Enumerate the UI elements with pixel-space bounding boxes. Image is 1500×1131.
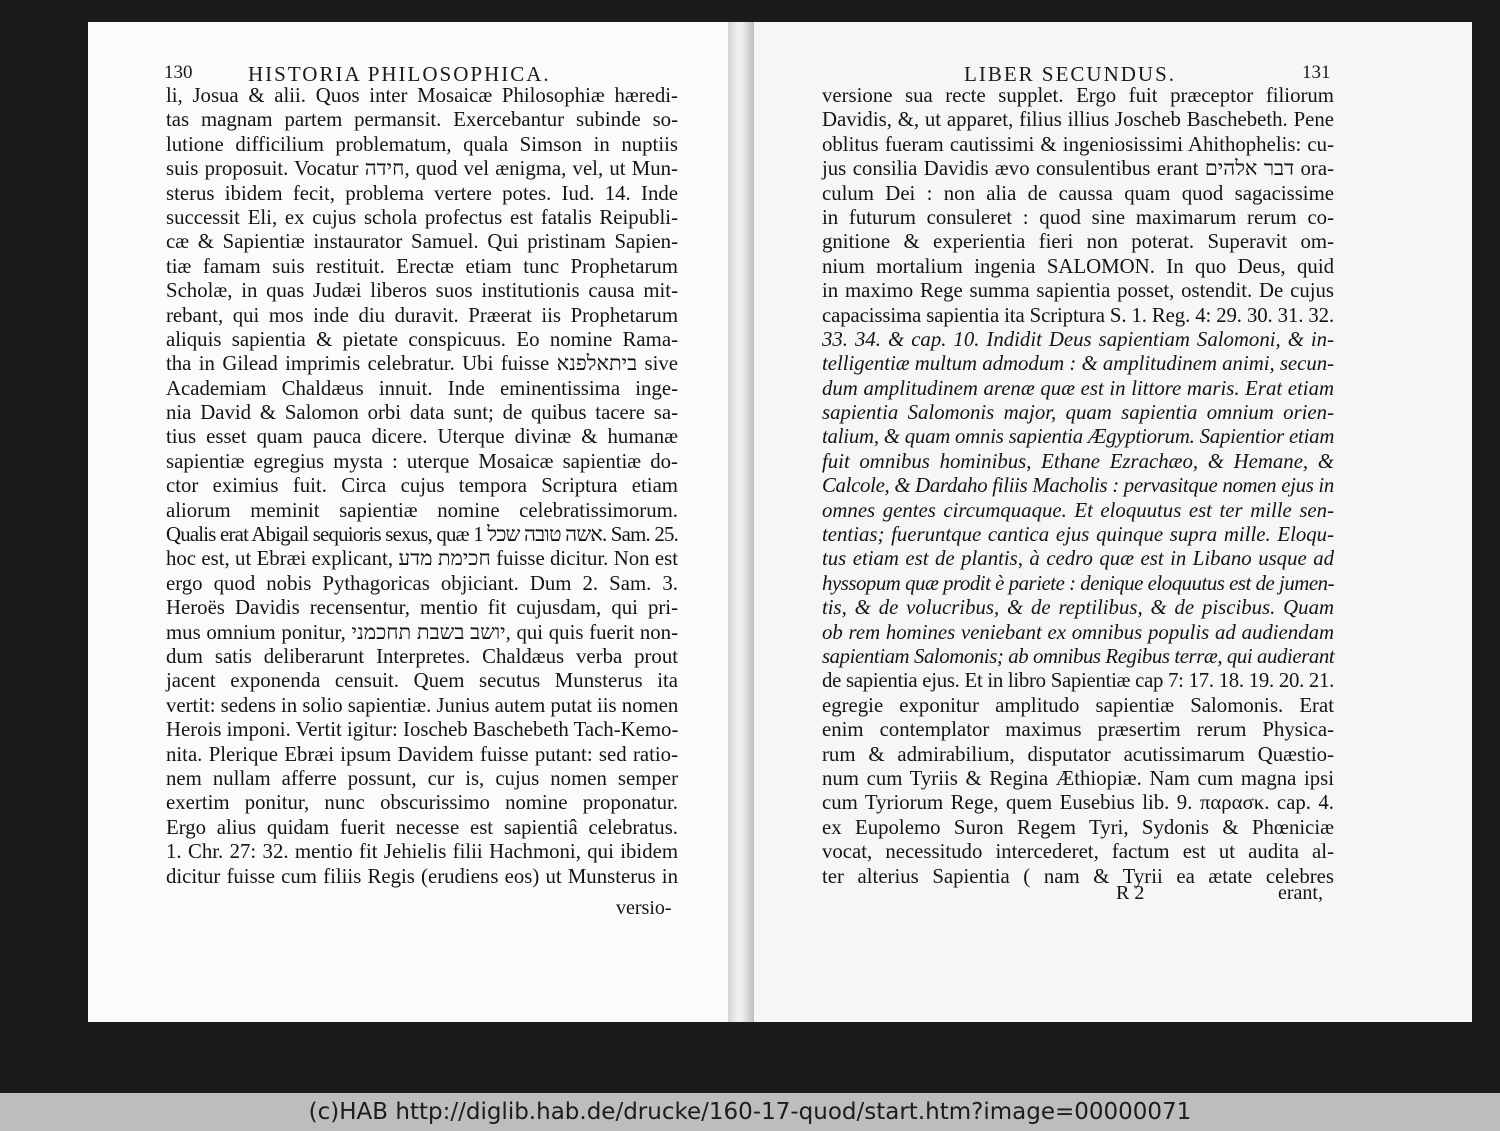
text-line: tis, & de volucribus, & de reptilibus, & de piscibus. Quam (822, 596, 1334, 620)
text-line: ergo quod nobis Pythagoricas objiciant. Dum 2. Sam. 3. (166, 571, 678, 595)
text-line: sapientiæ egregius mysta : uterque Mosaicæ sapientiæ do- (166, 449, 678, 473)
page-number: 131 (1302, 62, 1331, 83)
text-line: dum amplitudinem arenæ quæ est in littore maris. Erat etiam (822, 376, 1334, 400)
catchword: erant, (1278, 882, 1323, 904)
text-line: Ergo alius quidam fuerit necesse est sapientiâ celebratus. (166, 815, 678, 839)
signature-mark: R 2 (1116, 882, 1145, 904)
text-line: dum satis deliberarunt Interpretes. Chaldæus verba prout (166, 644, 678, 668)
text-line: ter alterius Sapientia ( nam & Tyrii ea ætate celebres (822, 864, 1334, 888)
text-line: aliquis sapientia & pietate conspicuus. Eo nomine Rama- (166, 327, 678, 351)
text-line: telligentiæ multum admodum : & amplitudinem animi, secun- (822, 352, 1334, 376)
text-line: tas magnam partem permansit. Exercebantur subinde so- (166, 108, 678, 132)
text-line: Heroës Davidis recensentur, mentio fit cujusdam, qui pri- (166, 596, 678, 620)
right-page (754, 22, 1472, 1022)
text-line: gnitione & experientia fieri non poterat. Superavit om- (822, 230, 1334, 254)
footer-credit: (c)HAB http://diglib.hab.de/drucke/160-17-quod/start.htm?image=00000071 (0, 1093, 1500, 1131)
text-line: cæ & Sapientiæ instaurator Samuel. Qui pristinam Sapien- (166, 230, 678, 254)
text-line: in maximo Rege summa sapientia posset, ostendit. De cujus (822, 279, 1334, 303)
text-line: mus omnium ponitur, יושב בשבת תחכמני, qui quis fuerit non- (166, 620, 678, 644)
left-page (88, 22, 728, 1022)
text-line: Qualis erat Abigail sequioris sexus, quæ אשה טובה שכל 1. Sam. 25. (166, 523, 679, 547)
text-line: hoc est, ut Ebræi explicant, חכימת מדע fuisse dicitur. Non est (166, 547, 678, 571)
text-line: omnes gentes circumquaque. Et eloquutus est ter mille sen- (822, 498, 1334, 522)
text-line: versione sua recte supplet. Ergo fuit præceptor filiorum (822, 84, 1334, 107)
text-line: Herois imponi. Vertit igitur: Ioscheb Baschebeth Tach-Kemo- (166, 718, 679, 742)
text-line: enim contemplator maximus præsertim rerum Physica- (822, 718, 1334, 742)
text-line: dicitur fuisse cum filiis Regis (erudiens eos) ut Munsterus in (166, 864, 678, 888)
text-line: jus consilia Davidis ævo consulentibus erant דבר אלהים ora- (822, 157, 1334, 181)
text-line: num cum Tyriis & Regina Æthiopiæ. Nam cum magna ipsi (822, 766, 1334, 790)
text-line: hyssopum quæ prodit è pariete : denique eloquutus est de jumen- (822, 571, 1335, 595)
text-line: successit Eli, ex cujus schola profectus est fatalis Reipubli- (166, 205, 678, 229)
text-line: vocat, necessitudo intercederet, factum est ut audita al- (822, 840, 1334, 864)
text-line: tha in Gilead imprimis celebratur. Ubi fuisse ביתאלפנא sive (166, 352, 678, 376)
text-line: aliorum meminit sapientiæ nomine celebratissimorum. (166, 498, 678, 522)
text-line: sapientiam Salomonis; ab omnibus Regibus terræ, qui audierant (822, 644, 1335, 668)
text-line: tus etiam est de plantis, à cedro quæ est in Libano usque ad (822, 547, 1334, 571)
text-line: egregie exponitur amplitudo sapientiæ Salomonis. Erat (822, 693, 1334, 717)
text-line: 33. 34. & cap. 10. Indidit Deus sapientiam Salomoni, & in- (822, 327, 1334, 351)
text-line: culum Dei : non alia de caussa quam quod sagacissime (822, 181, 1334, 205)
text-line: in futurum consuleret : quod sine maximarum rerum co- (822, 205, 1334, 229)
text-line: 1. Chr. 27: 32. mentio fit Jehielis filii Hachmoni, qui ibidem (166, 840, 678, 864)
text-line: ex Eupolemo Suron Regem Tyri, Sydonis & Phœniciæ (822, 815, 1334, 839)
text-line: ctor eximius fuit. Circa cujus tempora Scriptura etiam (166, 474, 678, 498)
text-line: tiæ famam suis restituit. Erectæ etiam tunc Prophetarum (166, 254, 678, 278)
catchword: versio- (616, 897, 672, 919)
text-line: sapientia Salomonis major, quam sapientia omnium orien- (822, 401, 1334, 425)
text-line: rebant, qui mos inde diu duravit. Præerat iis Prophetarum (166, 303, 678, 327)
text-line: fuit omnibus hominibus, Ethane Ezrachæo, & Hemane, & (822, 449, 1334, 473)
text-line: Academiam Chaldæus innuit. Inde eminentissima inge- (166, 376, 678, 400)
text-line: talium, & quam omnis sapientia Ægyptiorum. Sapientior etiam (822, 425, 1335, 449)
text-line: nia David & Salomon orbi data sunt; de quibus tacere sa- (166, 401, 678, 425)
text-block (822, 84, 1334, 889)
text-block (166, 84, 678, 889)
text-line: cum Tyriorum Rege, quem Eusebius lib. 9. παρασκ. cap. 4. (822, 791, 1334, 815)
text-line: jacent exponenda censuit. Quem secutus Munsterus ita (166, 669, 678, 693)
text-line: Davidis, &, ut apparet, filius illius Joscheb Baschebeth. Pene (822, 108, 1334, 132)
text-line: Scholæ, in quas Judæi liberos suos institutionis causa mit- (166, 279, 678, 303)
text-line: nium mortalium ingenia SALOMON. In quo Deus, quid (822, 254, 1334, 278)
text-line: li, Josua & alii. Quos inter Mosaicæ Philosophiæ hæredi- (166, 84, 678, 107)
text-line: tentias; fueruntque cantica ejus quinque supra mille. Eloqu- (822, 523, 1334, 547)
text-line: nem nullam afferre possunt, cur is, cujus nomen semper (166, 766, 678, 790)
text-line: nita. Plerique Ebræi ipsum Davidem fuisse putant: sed ratio- (166, 742, 678, 766)
text-line: exertim ponitur, nunc obscurissimo nomine proponatur. (166, 791, 678, 815)
text-line: oblitus fueram cautissimi & ingeniosissimi Ahithophelis: cu- (822, 132, 1334, 156)
text-line: tius esset quam pauca dicere. Uterque divinæ & humanæ (166, 425, 678, 449)
running-head: LIBER SECUNDUS. (964, 62, 1177, 86)
page-number: 130 (164, 62, 193, 83)
running-head: HISTORIA PHILOSOPHICA. (248, 62, 551, 86)
book-gutter (728, 22, 754, 1022)
text-line: vertit: sedens in solio sapientiæ. Junius autem putat iis nomen (166, 693, 679, 717)
text-line: suis proposuit. Vocatur חידה, quod vel ænigma, vel, ut Mun- (166, 157, 678, 181)
text-line: lutione difficilium problematum, quala Simson in nuptiis (166, 132, 678, 156)
text-line: sterus ibidem fecit, problema vertere potes. Iud. 14. Inde (166, 181, 678, 205)
text-line: rum & admirabilium, disputator acutissimarum Quæstio- (822, 742, 1334, 766)
text-line: capacissima sapientia ita Scriptura S. 1. Reg. 4: 29. 30. 31. 32. (822, 303, 1335, 327)
text-line: ob rem homines veniebant ex omnibus populis ad audiendam (822, 620, 1334, 644)
text-line: Calcole, & Dardaho filiis Macholis : pervasitque nomen ejus in (822, 474, 1334, 498)
text-line: de sapientia ejus. Et in libro Sapientiæ cap 7: 17. 18. 19. 20. 21. (822, 669, 1335, 693)
